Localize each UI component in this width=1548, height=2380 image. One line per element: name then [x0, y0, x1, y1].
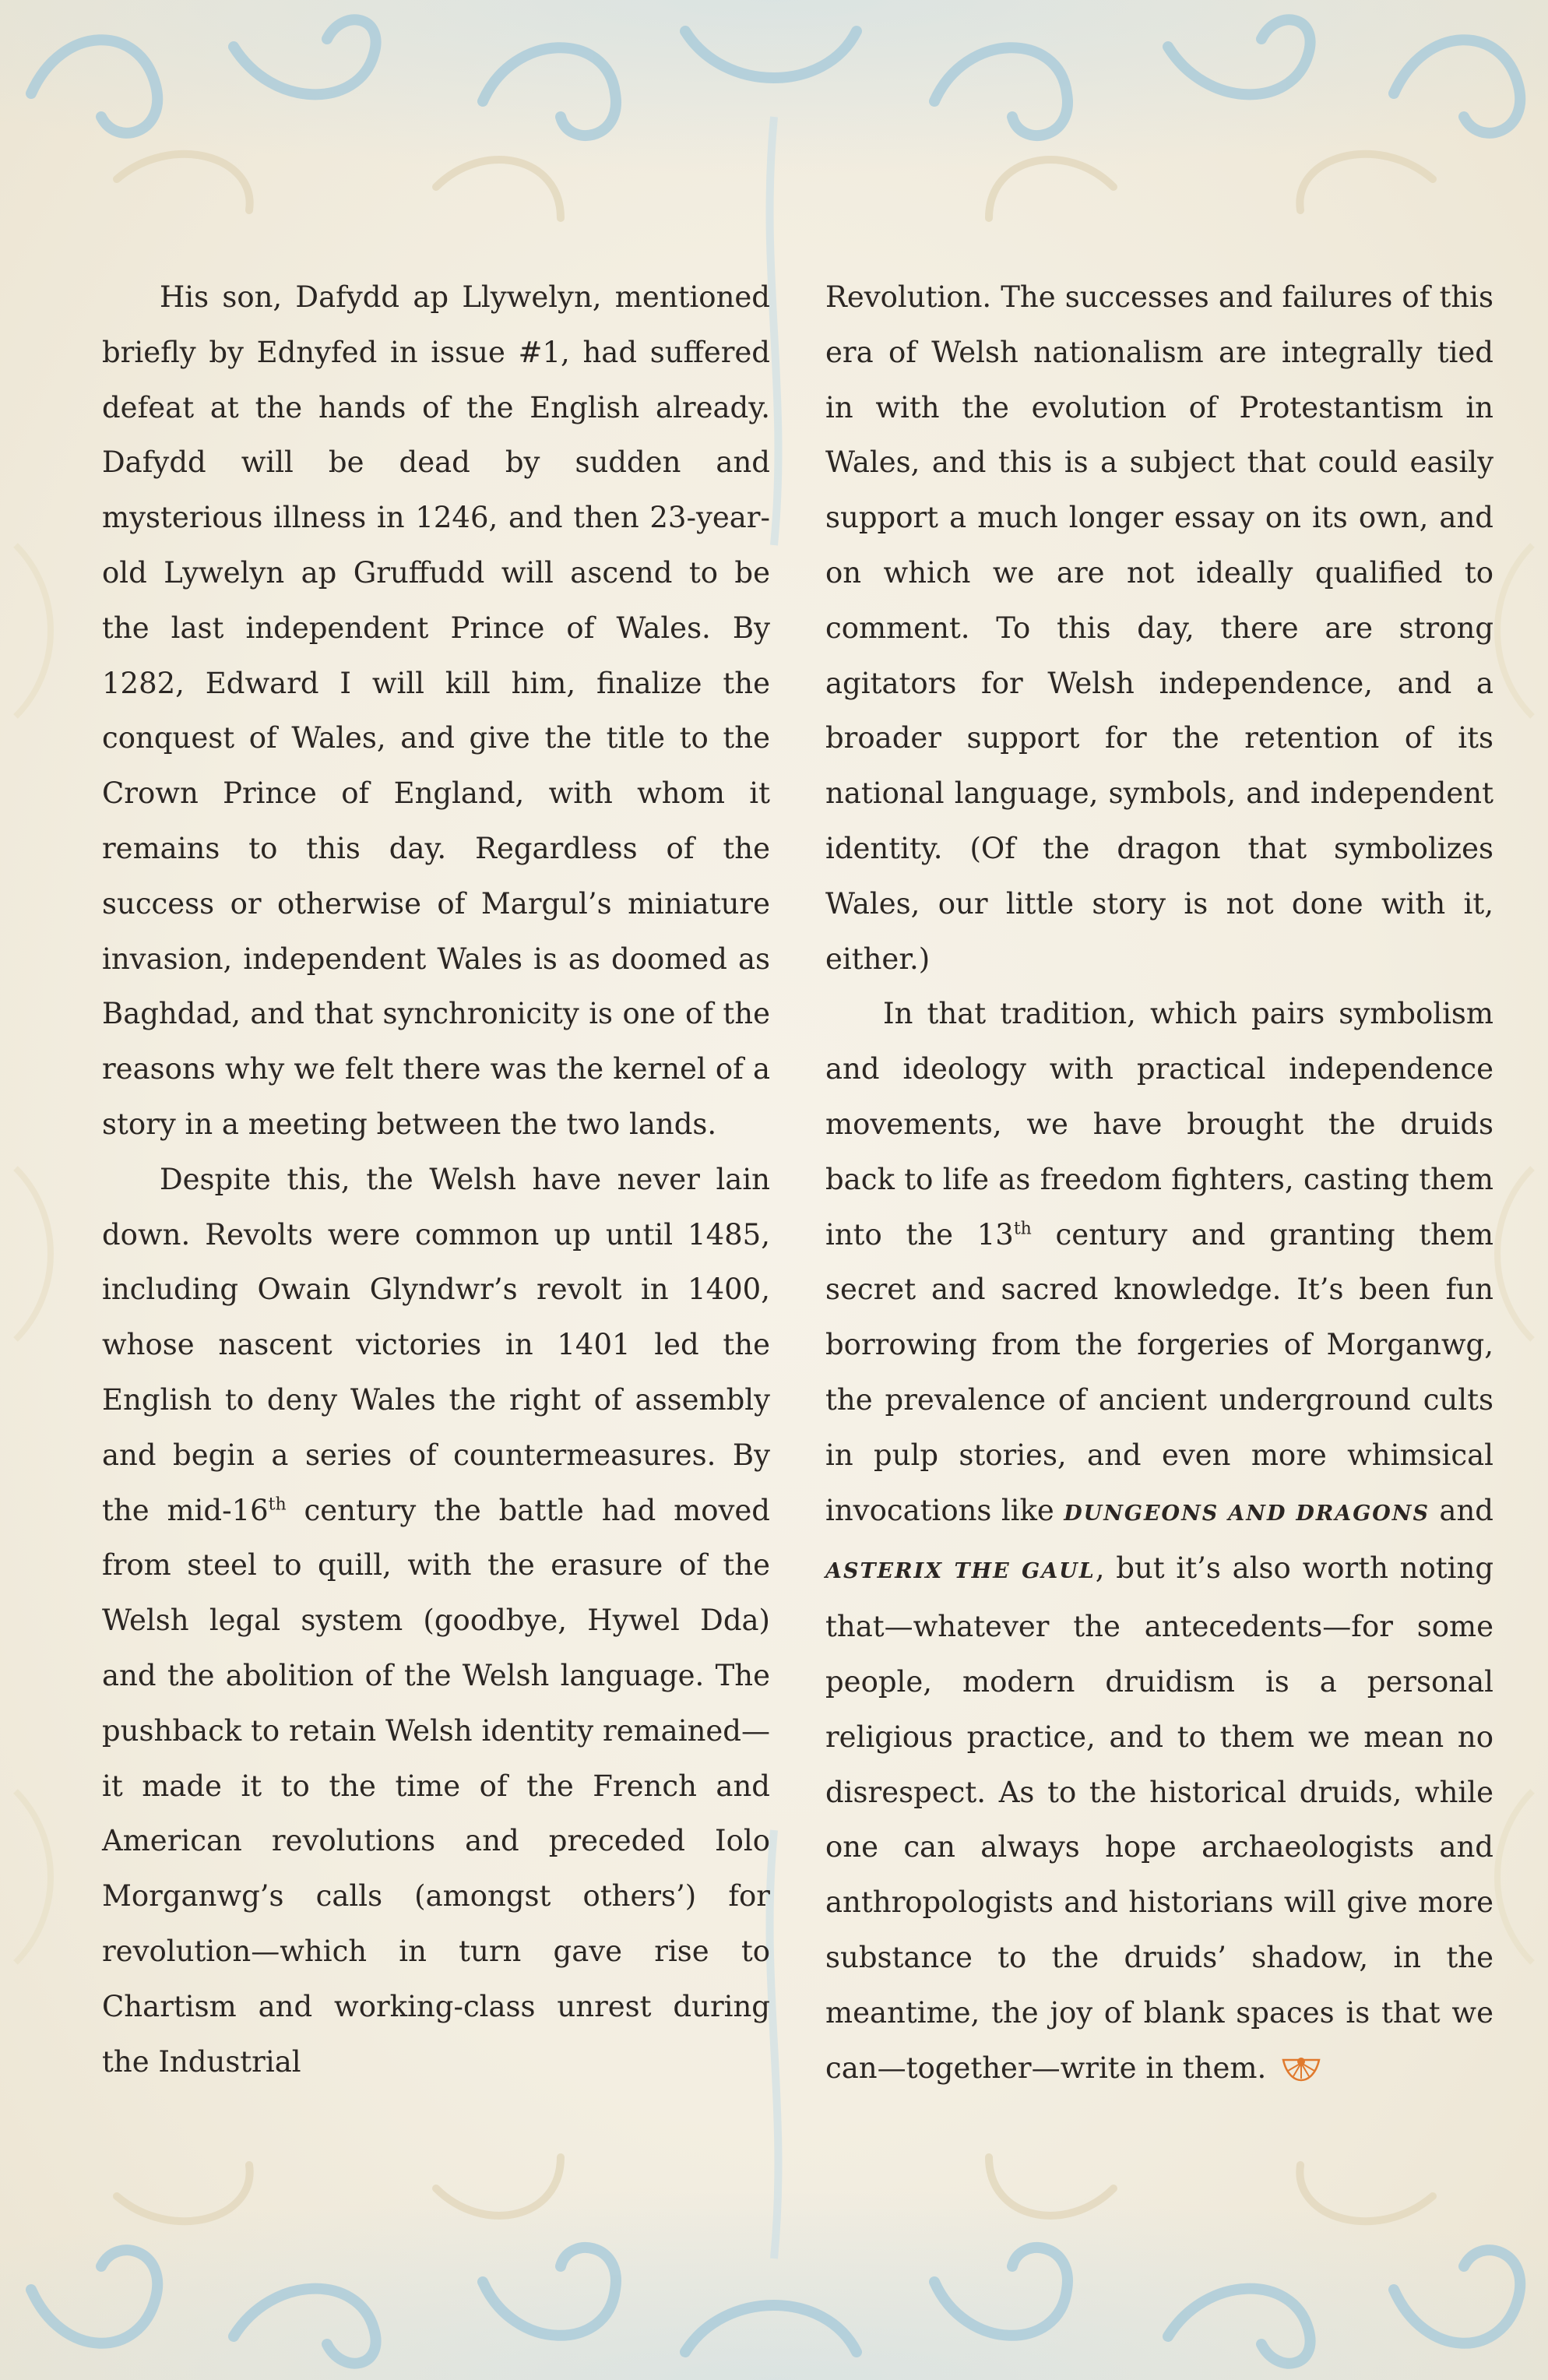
right-paragraph-2-part-a: In that tradition, which pairs symbolism and ideology with practical independence movements, we have brought the druids back to life as freedom fighters, casting them into the 13: [825, 997, 1493, 1252]
ordinal-suffix: th: [1013, 1219, 1032, 1239]
right-paragraph-2-part-b: century and granting them secret and sacred knowledge. It’s been fun borrowing from the forgeries of Morganwg, the prevalence of ancient underground cults in pulp stories, and even more whimsical invocations like: [825, 1217, 1493, 1527]
left-text-column: [102, 270, 770, 2090]
right-paragraph-2-part-c: and: [1429, 1493, 1493, 1527]
right-text-column: [825, 270, 1493, 2096]
title-dungeons-and-dragons: DUNGEONS AND DRAGONS: [1064, 1501, 1430, 1526]
left-paragraph-2-part-b: century the battle had moved from steel to quill, with the erasure of the Welsh legal system (goodbye, Hywel Dda) and the abolition of the Welsh language. The pushback to retain Welsh identity remained—it made it to the time of the French and American revolutions and preceded Iolo Morganwg’s calls (amongst others’) for revolution—which in turn gave rise to Chartism and working-class unrest during the Industrial: [102, 1493, 770, 2079]
right-paragraph-2: [825, 987, 1493, 2096]
right-paragraph-1: Revolution. The successes and failures of this era of Welsh nationalism are integrally tied in with the evolution of Protestantism in Wales, and this is a subject that could easily support a much longer essay on its own, and on which we are not ideally qualified to comment. To this day, there are strong agitators for Welsh independence, and a broader support for the retention of its national language, symbols, and independent identity. (Of the dragon that symbolizes Wales, our little story is not done with it, either.): [825, 280, 1493, 976]
title-asterix-the-gaul: ASTERIX THE GAUL: [825, 1559, 1096, 1584]
right-paragraph-2-part-d: , but it’s also worth noting that—whatever the antecedents—for some people, modern druidism is a personal religious practice, and to them we mean no disrespect. As to the historical druids, while one can always hope archaeologists and anthropologists and historians will give more substance to the druids’ shadow, in the meantime, the joy of blank spaces is that we can—together—write in them.: [825, 1551, 1494, 2085]
left-paragraph-2-part-a: Despite this, the Welsh have never lain down. Revolts were common up until 1485, including Owain Glyndwr’s revolt in 1400, whose nascent victories in 1401 led the English to deny Wales the right of assembly and begin a series of countermeasures. By the mid-16: [102, 1162, 770, 1527]
left-paragraph-1: His son, Dafydd ap Llywelyn, mentioned briefly by Ednyfed in issue #1, had suffered defeat at the hands of the English already. Dafydd will be dead by sudden and mysterious illness in 1246, and then 23-year-old Lywelyn ap Gruffudd will ascend to be the last independent Prince of Wales. By 1282, Edward I will kill him, finalize the conquest of Wales, and give the title to the Crown Prince of England, with whom it remains to this day. Regardless of the success or otherwise of Margul’s miniature invasion, independent Wales is as doomed as Baghdad, and that synchronicity is one of the reasons why we felt there was the kernel of a story in a meeting between the two lands.: [102, 280, 770, 1141]
left-paragraph-2: [102, 1153, 770, 2090]
sunburst-end-mark-icon: [1280, 2057, 1322, 2083]
ordinal-suffix: th: [268, 1495, 287, 1515]
